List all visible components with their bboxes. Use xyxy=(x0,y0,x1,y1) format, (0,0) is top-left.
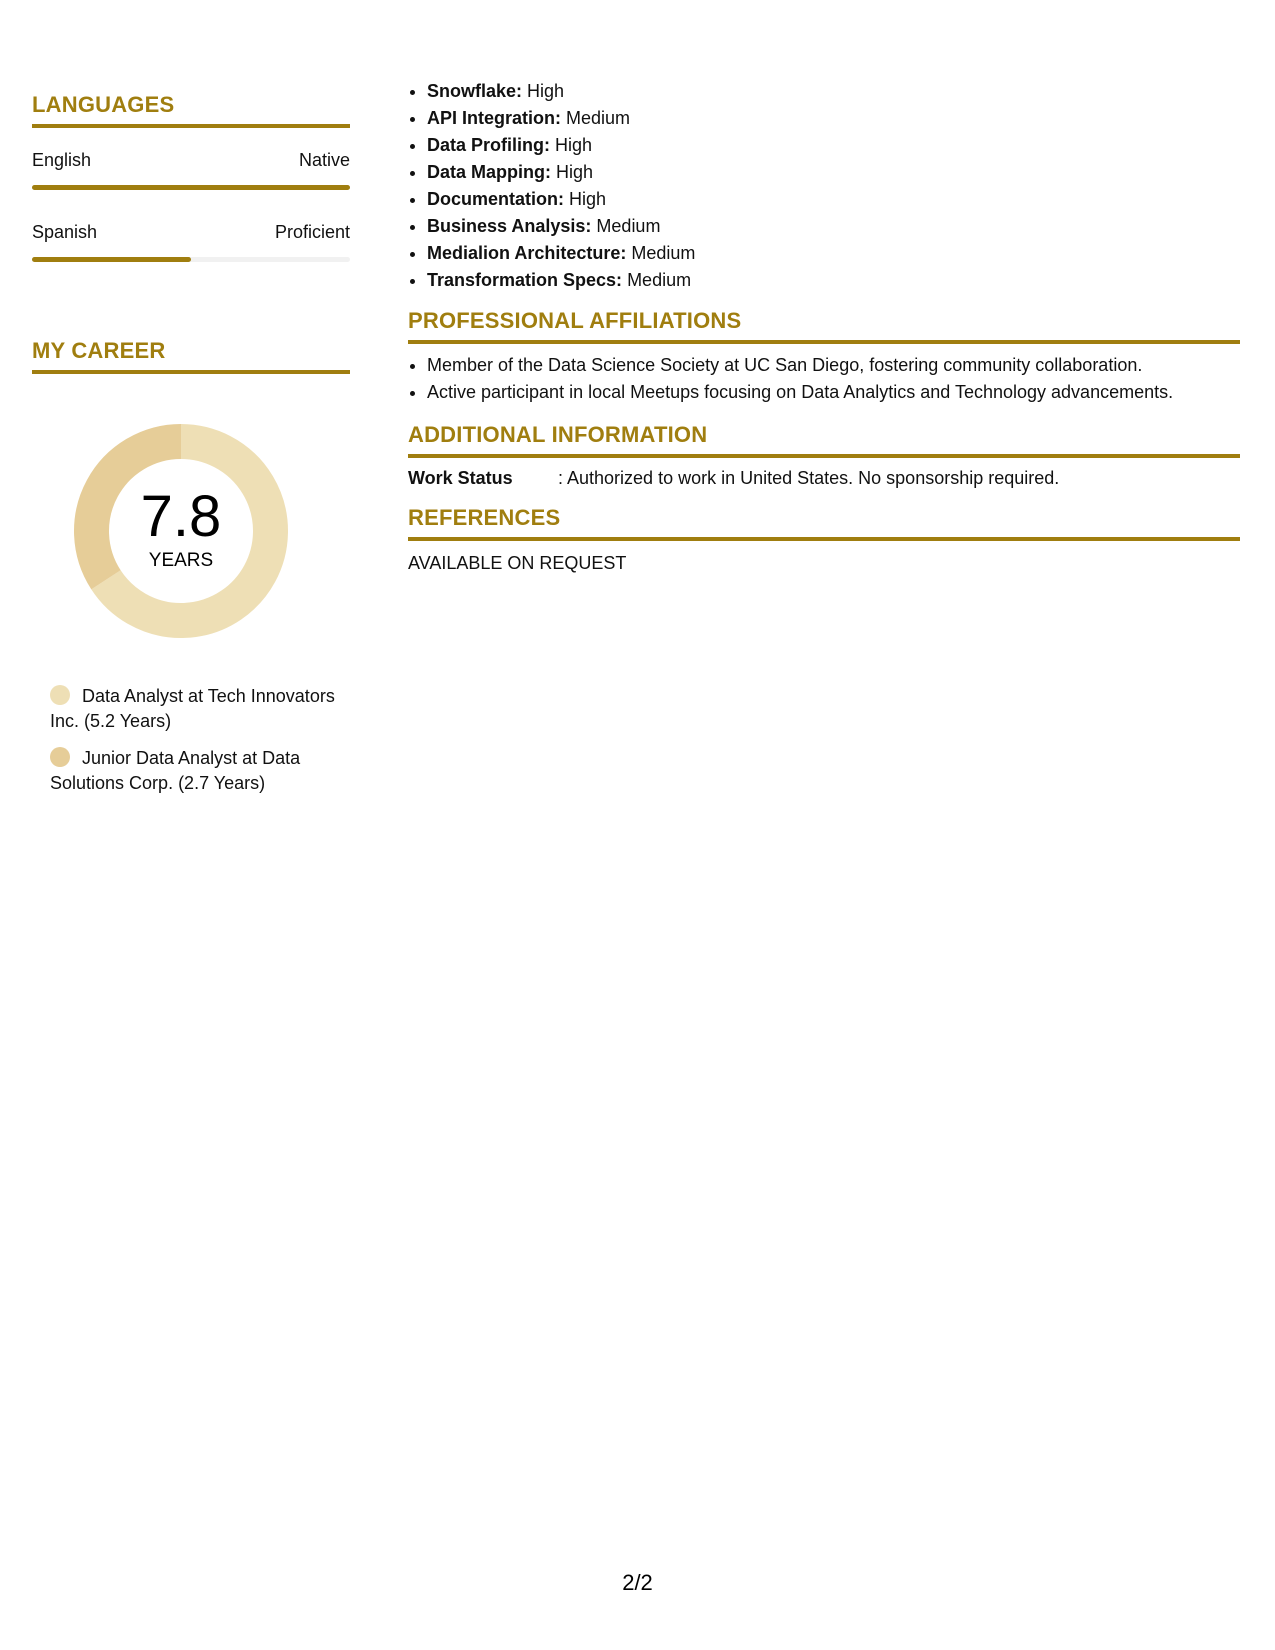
total-years-value: 7.8 xyxy=(140,484,222,549)
skill-item xyxy=(427,267,1240,294)
skill-item xyxy=(427,186,1240,213)
skill-level: High xyxy=(555,135,593,155)
total-years-unit: YEARS xyxy=(148,550,214,571)
additional-info-section xyxy=(408,422,1240,489)
skill-item xyxy=(427,78,1240,105)
legend-color-dot xyxy=(50,685,70,705)
affiliations-section xyxy=(408,308,1240,406)
work-status-row xyxy=(408,468,1240,489)
career-title: MY CAREER xyxy=(32,338,350,374)
references-text: AVAILABLE ON REQUEST xyxy=(408,553,627,573)
skill-item xyxy=(427,213,1240,240)
skill-name: Data Mapping: xyxy=(427,162,551,182)
skill-item xyxy=(427,105,1240,132)
language-name: English xyxy=(32,150,92,170)
legend-label: Junior Data Analyst at Data Solutions Corp. (2.7 Years) xyxy=(50,748,301,793)
languages-title: LANGUAGES xyxy=(32,92,350,128)
skill-level: Medium xyxy=(596,216,661,236)
language-level: Native xyxy=(298,150,350,170)
language-item xyxy=(32,222,350,262)
career-section xyxy=(32,338,350,796)
references-section xyxy=(408,505,1240,574)
affiliations-title: PROFESSIONAL AFFILIATIONS xyxy=(408,308,1240,344)
skill-name: Documentation: xyxy=(427,189,564,209)
language-name: Spanish xyxy=(32,222,98,242)
career-legend xyxy=(50,684,340,796)
skill-name: Snowflake: xyxy=(427,81,523,101)
language-item xyxy=(32,150,350,190)
language-level: Proficient xyxy=(274,222,350,242)
language-bar xyxy=(32,185,350,190)
work-status-label: Work Status xyxy=(408,468,513,488)
skill-name: API Integration: xyxy=(427,108,561,128)
skill-name: Data Profiling: xyxy=(427,135,551,155)
skill-item xyxy=(427,240,1240,267)
skill-level: Medium xyxy=(566,108,631,128)
skill-level: High xyxy=(556,162,594,182)
right-column xyxy=(408,78,1240,574)
skill-level: High xyxy=(527,81,565,101)
language-bar xyxy=(32,257,350,262)
left-column xyxy=(32,92,350,808)
skill-item xyxy=(427,132,1240,159)
skill-name: Business Analysis: xyxy=(427,216,592,236)
legend-item xyxy=(50,746,340,796)
skill-name: Medialion Architecture: xyxy=(427,243,627,263)
legend-item xyxy=(50,684,340,734)
work-status-value: : Authorized to work in United States. No sponsorship required. xyxy=(558,468,1060,488)
skill-name: Transformation Specs: xyxy=(427,270,623,290)
language-bar-fill xyxy=(32,185,350,190)
career-donut-chart xyxy=(66,416,296,646)
legend-label: Data Analyst at Tech Innovators Inc. (5.2 Years) xyxy=(50,686,335,731)
legend-color-dot xyxy=(50,747,70,767)
skill-level: High xyxy=(569,189,607,209)
skill-level: Medium xyxy=(627,270,692,290)
affiliation-item: • Active participant in local Meetups focusing on Data Analytics and Technology advancements. xyxy=(427,379,1240,406)
skill-item xyxy=(427,159,1240,186)
skill-level: Medium xyxy=(631,243,696,263)
affiliations-list xyxy=(408,352,1240,406)
skills-list xyxy=(408,78,1240,294)
language-bar-fill xyxy=(32,257,191,262)
references-title: REFERENCES xyxy=(408,505,1240,541)
additional-info-title: ADDITIONAL INFORMATION xyxy=(408,422,1240,458)
page-number: 2/2 xyxy=(622,1570,653,1595)
affiliation-item: • Member of the Data Science Society at UC San Diego, fostering community collaboration. xyxy=(427,352,1240,379)
